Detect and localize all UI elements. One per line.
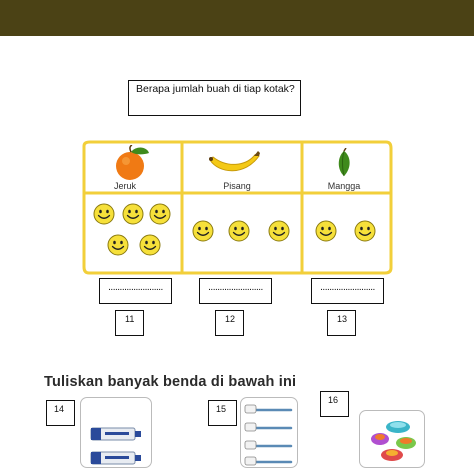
- toothpaste-card: [80, 397, 152, 468]
- orange-icon: [111, 145, 153, 181]
- item-number-16: 16: [320, 391, 349, 417]
- answer-box-2[interactable]: ........................: [199, 278, 272, 304]
- answer-box-1[interactable]: ........................: [99, 278, 172, 304]
- smiley-icon: [268, 220, 290, 242]
- smiley-icon: [107, 234, 129, 256]
- question-number-12: 12: [215, 310, 244, 336]
- fruit-label-pisang: Pisang: [223, 181, 251, 191]
- smiley-icon: [139, 234, 161, 256]
- answer-box-3[interactable]: ........................: [311, 278, 384, 304]
- banana-icon: [207, 148, 262, 178]
- section-title: Tuliskan banyak benda di bawah ini: [44, 374, 297, 390]
- question-number-11: 11: [115, 310, 144, 336]
- soap-card: [359, 410, 425, 468]
- fruit-label-mangga: Mangga: [327, 181, 361, 191]
- smiley-icon: [192, 220, 214, 242]
- header-bar: [0, 0, 474, 36]
- smiley-icon: [354, 220, 376, 242]
- soap-icon: [360, 411, 424, 467]
- item-number-15: 15: [208, 400, 237, 426]
- fruit-label-jeruk: Jeruk: [113, 181, 136, 191]
- smiley-icon: [93, 203, 115, 225]
- question-number-13: 13: [327, 310, 356, 336]
- smiley-icon: [122, 203, 144, 225]
- toothbrush-icon: [241, 398, 297, 468]
- toothbrush-card: [240, 397, 298, 468]
- item-number-14: 14: [46, 400, 75, 426]
- toothpaste-icon: [81, 398, 151, 468]
- smiley-icon: [228, 220, 250, 242]
- mango-icon: [333, 148, 355, 178]
- question-box: Berapa jumlah buah di tiap kotak?: [128, 80, 301, 116]
- smiley-icon: [149, 203, 171, 225]
- smiley-icon: [315, 220, 337, 242]
